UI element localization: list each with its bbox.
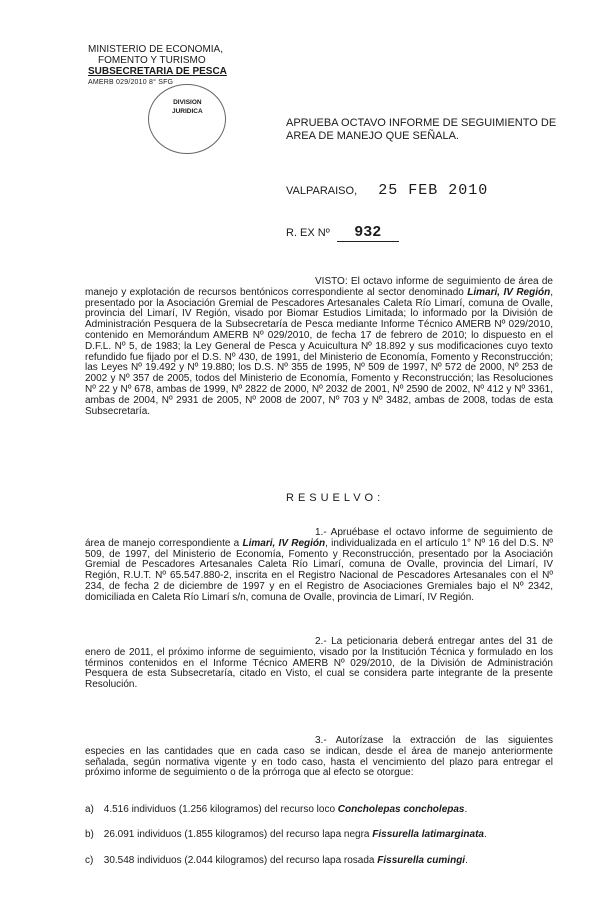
point-1-number: 1.- (315, 527, 331, 538)
visto-text-2: , presentado por la Asociación Gremial de Pescadores Artesanales Caleta Río Limarí, comuna de Ovalle, provincia del Limarí, IV Región, visado por Biomar Estudios Limitada; lo informado por la División de Administración Pesquera de la Subsecretaría de Pesca mediante Informe Técnico AMERB Nº 029/2010, contenido en Memorándum AMERB Nº 029/2010, de fecha 17 de febrero de 2010; lo dispuesto en el D.F.L. Nº 5, de 1983; la Ley General de Pesca y Acuicultura Nº 18.892 y sus modificaciones cuyo texto refundido fue fijado por el D.S. Nº 430, de 1991, del Ministerio de Economía, Fomento y Reconstrucción; las Leyes Nº 19.492 y Nº 19.880; los D.S. Nº 355 de 1995, Nº 509 de 1997, Nº 572 de 2000, Nº 253 de 2002 y Nº 357 de 2005, todos del Ministerio de Economía, Fomento y Reconstrucción; las Resoluciones Nº 22 y Nº 678, ambas de 1999, Nº 2822 de 2000, Nº 2032 de 2001, Nº 2590 de 2002, Nº 412 y Nº 3361, ambas de 2004, Nº 2931 de 2005, Nº 2008 de 2007, Nº 703 y Nº 3482, ambas de 2008, todas de esta Subsecretaría. (85, 286, 554, 417)
species-name: Concholepas concholepas (337, 804, 465, 815)
visto-paragraph (85, 277, 553, 417)
subsecretaria-name: SUBSECRETARIA DE PESCA (88, 66, 227, 77)
item-end: . (464, 804, 468, 815)
resolution-number-line (286, 224, 399, 242)
date-stamp: 25 FEB 2010 (378, 182, 489, 199)
point-3 (85, 736, 553, 779)
division-seal (148, 84, 226, 154)
point-3-text: Autorízase la extracción de las siguientes especies en las cantidades que en cada caso se indican, desde el área de manejo anteriormente señalada, según normativa vigente y en todo caso, hasta el vencimiento del plazo para entregar el próximo informe de seguimiento o de la prórroga que al efecto se otorgue: (85, 735, 553, 779)
point-1 (85, 528, 553, 604)
species-name: Fissurella latimarginata (372, 829, 484, 840)
reference-code: AMERB 029/2010 8° SFG (88, 79, 174, 86)
rex-number: 932 (337, 224, 399, 242)
species-item-b (85, 829, 555, 840)
point-1-text-2: , individualizada en el artículo 1° Nº 16 del D.S. Nº 509, de 1997, del Ministerio de Economía, Fomento y Reconstrucción, presentado por la Asociación Gremial de Pescadores Artesanales Caleta Río Limarí, comuna de Ovalle, provincia del Limarí, IV Región, R.U.T. Nº 65.547.880-2, inscrita en el Registro Nacional de Pescadores Artesanales con el Nº 234, de fecha 2 de diciembre de 1997 y en el Registro de Asociaciones Gremiales bajo el Nº 2342, domiciliada en Caleta Río Limarí s/n, comuna de Ovalle, provincia de Limarí, IV Región. (85, 537, 553, 603)
item-end: . (484, 829, 487, 840)
item-label: a) (85, 804, 94, 815)
species-item-c (85, 855, 555, 866)
item-end: . (465, 855, 468, 866)
item-text: 30.548 individuos (2.044 kilogramos) del recurso lapa rosada (103, 855, 378, 866)
rex-label: R. EX Nº (286, 227, 330, 239)
ministry-subtitle: FOMENTO Y TURISMO (98, 55, 206, 66)
item-text: 26.091 individuos (1.855 kilogramos) del recurso lapa negra (103, 829, 373, 840)
ministry-name: MINISTERIO DE ECONOMIA, (88, 44, 224, 55)
species-item-a (85, 804, 555, 815)
species-name: Fissurella cumingi (377, 855, 466, 866)
seal-line-2: JURIDICA (172, 108, 203, 115)
place: VALPARAISO, (286, 185, 358, 197)
item-label: c) (85, 855, 94, 866)
point-3-number: 3.- (315, 735, 336, 746)
point-2 (85, 637, 553, 691)
point-1-sector: Limari, IV Región (242, 537, 326, 549)
visto-lead: VISTO: (315, 276, 348, 287)
visto-text-1: El octavo informe de seguimiento de área de manejo y explotación de recursos bentónicos correspondiente al sector denominado (85, 276, 553, 298)
seal-text (172, 98, 203, 116)
letterhead (88, 44, 227, 88)
date-line (286, 182, 488, 199)
point-2-text: La peticionaria deberá entregar antes del 31 de enero de 2011, el próximo informe de seguimiento, visado por la Institución Técnica y formulado en los términos contenidos en el Informe Técnico AMERB Nº 029/2010, de la División de Administración Pesquera de esta Subsecretaría, citado en Visto, el cual se considera parte integrante de la presente Resolución. (85, 636, 553, 691)
document-title: APRUEBA OCTAVO INFORME DE SEGUIMIENTO DE AREA DE MANEJO QUE SEÑALA. (286, 117, 557, 142)
visto-sector: Limari, IV Región (467, 286, 551, 298)
item-label: b) (85, 829, 94, 840)
point-2-number: 2.- (315, 636, 332, 647)
resuelvo-heading: RESUELVO: (286, 492, 385, 504)
point-1-text-1: Apruébase el octavo informe de seguimiento de área de manejo correspondiente a (85, 527, 553, 549)
item-text: 4.516 individuos (1.256 kilogramos) del recurso loco (103, 804, 338, 815)
seal-line-1: DIVISION (173, 99, 202, 106)
